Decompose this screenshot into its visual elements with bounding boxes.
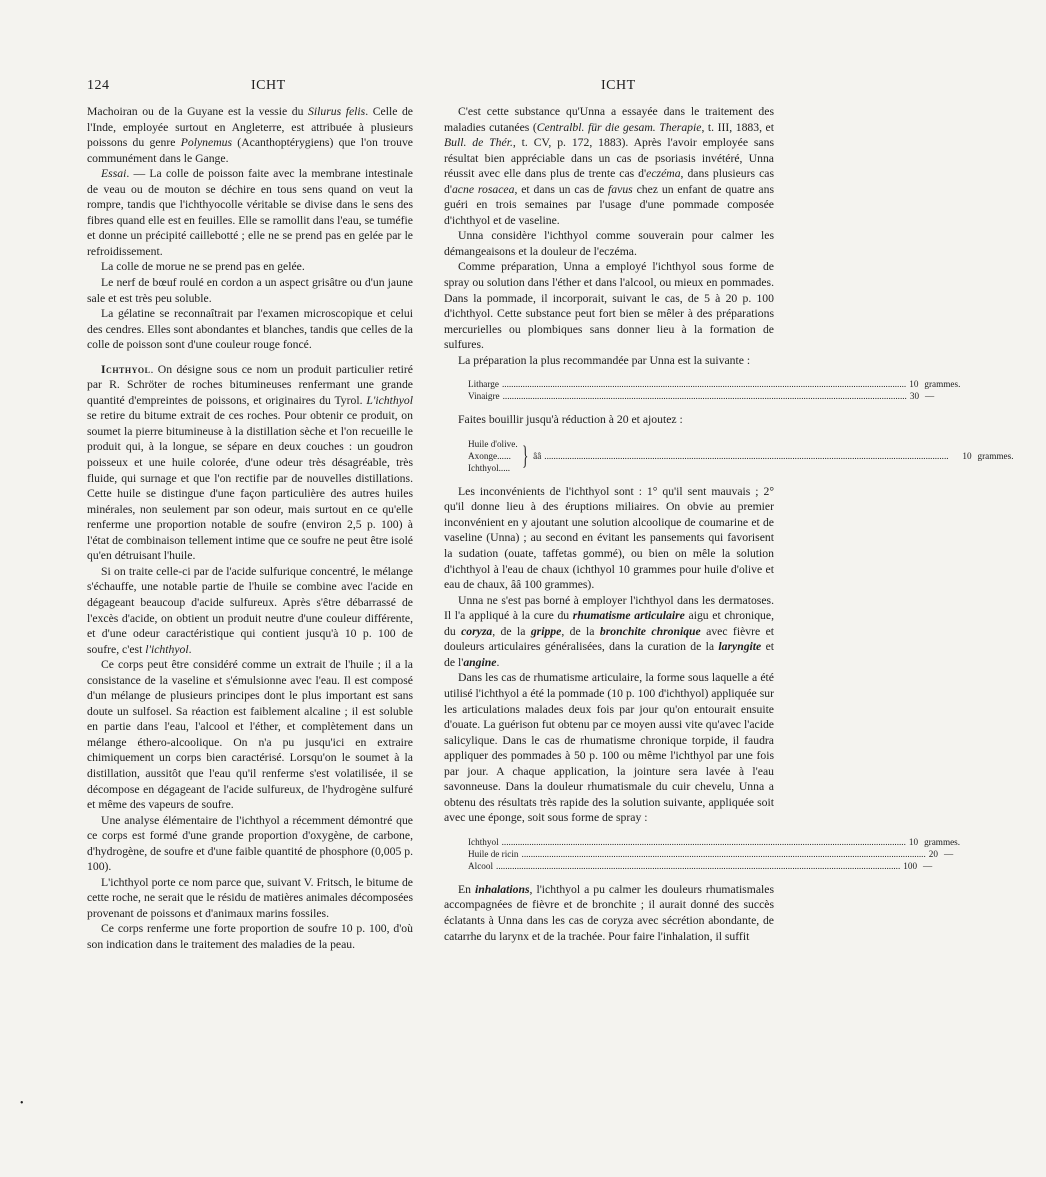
ingredient-quantity: 30 xyxy=(909,391,920,402)
entry-paragraph: Ichthyol. On désigne sous ce nom un produit particulier retiré par R. Schröter de roches bitumineuses renfermant une grande quantité d'empreintes de poissons, et originaires du Tyrol. L'ichthyol se retire du bitume extrait de ces roches. Pour obtenir ce produit, on soumet la pierre bitumineuse à la distillation sèche et l'on recueille le produit qui, à la longue, se sépare en deux couches : un goudron poisseux et une huile colorée, d'une odeur très désagréable, très fluide, qui surnage et que l'on rectifie par de nouvelles distillations. Cette huile se distingue d'une façon particulière des autres huiles minérales, non seulement par son odeur, mais surtout en ce qu'elle renferme une proportion notable de soufre (environ 2,5 p. 100) à l'état de combinaison tellement intime que ce soufre ne peut être isolé qu'en détruisant l'huile. xyxy=(87,362,413,563)
emphasis-text: bronchite chronique xyxy=(599,624,701,638)
paragraph: Une analyse élémentaire de l'ichthyol a récemment démontré que ce corps est formé d'une grande proportion d'oxygène, de carbone, d'hydrogène, de soufre et d'une faible quantité de phosphore (0,005 p. 100). xyxy=(87,813,413,874)
paragraph: Ce corps peut être considéré comme un extrait de l'huile ; il a la consistance de la vaseline et s'émulsionne avec l'eau. Il est composé d'un mélange de plusieurs principes dont le plus important est sans doute un sulfosel. Sa réaction est faiblement alcaline ; il est soluble en partie dans l'eau, l'alcool et l'éther, et complètement dans un mélange éthero-alcoolique. On n'a pu jusqu'ici en extraire chimiquement un corps bien caractérisé. Lorsqu'on le soumet à la distillation, aussitôt que l'eau qu'il renferme s'est volatilisée, il se décompose en dégageant de l'acide sulfureux, de l'hydrogène sulfuré et même des vapeurs de soufre. xyxy=(87,658,413,812)
running-head-right: ICHT xyxy=(601,78,636,93)
ingredient-unit: — xyxy=(943,848,954,859)
emphasis-text: laryngite xyxy=(718,640,762,654)
paragraph: Ce corps renferme une forte proportion de soufre 10 p. 100, d'où son indication dans le traitement des maladies de la peau. xyxy=(87,922,413,951)
recipe-row xyxy=(468,390,935,402)
ingredient-name: Axonge...... xyxy=(468,450,511,461)
brace-symbol: } xyxy=(521,440,529,470)
emphasis-text: rhumatisme articulaire xyxy=(572,609,685,623)
right-column xyxy=(444,104,1014,944)
ingredient-quantity: 100 xyxy=(903,860,918,871)
italic-text: Centralbl. für die gesam. Therapie xyxy=(536,120,702,134)
italic-text: favus xyxy=(608,182,633,196)
ingredient-unit: grammes. xyxy=(977,450,1014,461)
paragraph: En inhalations, l'ichthyol a pu calmer les douleurs rhumatismales accompagnées de fièvre et de bronchite ; il aurait donné des succès éclatants à Unna dans les cas de coryza avec sécrétion abondante, de catarrhe du larynx et de la trachée. Pour faire l'inhalation, il suffit xyxy=(444,882,774,943)
italic-text: eczéma xyxy=(646,167,681,181)
page-number: 124 xyxy=(87,78,110,93)
ingredient-quantity: 10 xyxy=(962,450,972,461)
ingredient-name: Litharge xyxy=(468,379,499,390)
equal-parts-label: ââ xyxy=(533,450,542,461)
emphasis-text: grippe xyxy=(530,624,562,638)
italic-text: Bull. de Thér. xyxy=(444,136,513,150)
paragraph: La colle de morue ne se prend pas en gelée. xyxy=(101,260,305,274)
italic-text: Essai xyxy=(101,167,127,181)
leader-dots xyxy=(496,860,900,872)
recipe-row xyxy=(468,836,961,848)
italic-text: l'ichthyol xyxy=(145,642,189,656)
recipe-row xyxy=(468,378,961,390)
paragraph: Faites bouillir jusqu'à réduction à 20 et ajoutez : xyxy=(458,413,683,427)
italic-text: L'ichthyol xyxy=(366,393,413,407)
recipe-row xyxy=(468,848,954,860)
paragraph: La préparation la plus recommandée par Unna est la suivante : xyxy=(458,353,751,367)
emphasis-text: inhalations xyxy=(474,882,530,896)
paragraph: Essai. — La colle de poisson faite avec la membrane intestinale de veau ou de mouton se déchire en tous sens quand on veut la rompre, tandis que l'ichthyocolle véritable se divise dans le sens des fibres quand elle est en feuilles. Elle se ramollit dans l'eau, se tuméfie et donne un précipité caillebotté ; elle ne se prend pas en gelée par le refroidissement. xyxy=(87,167,413,258)
recipe-ichthyol-solution xyxy=(468,836,961,872)
paragraph: Comme préparation, Unna a employé l'ichthyol sous forme de spray ou solution dans l'éther et dans l'alcool, ou mieux en pommades. Dans la pommade, il incorporait, suivant le cas, de 5 à 20 p. 100 d'ichthyol. Cette substance peut fort bien se mêler à des préparations mercurielles ou plombiques sans donner lieu à la formation de sulfures. xyxy=(444,260,774,352)
ingredient-unit: grammes. xyxy=(924,836,961,847)
ingredient-unit: — xyxy=(923,860,933,871)
margin-mark: • xyxy=(20,1098,24,1109)
recipe-row xyxy=(533,450,1045,462)
paragraph: C'est cette substance qu'Unna a essayée dans le traitement des maladies cutanées (Centralbl. für die gesam. Therapie, t. III, 1883, et Bull. de Thér., t. CV, p. 172, 1883). Après l'avoir employée sans résultat bien appréciable dans un cas de psoriasis invétéré, Unna réussit avec elle dans plus de trente cas d'eczéma, dans plusieurs cas d'acne rosacea, et dans un cas de favus chez un enfant de quatre ans guéri en trois semaines par l'usage d'une pommade composée d'ichthyol et de vaseline. xyxy=(444,105,775,227)
ingredient-name: Huile de ricin xyxy=(468,848,519,859)
leader-dots xyxy=(522,848,926,860)
emphasis-text: angine xyxy=(463,655,497,669)
paragraph: Les inconvénients de l'ichthyol sont : 1° qu'il sent mauvais ; 2° qu'il donne lieu à des éruptions miliaires. On obvie au premier inconvénient en y ajoutant une solution alcoolique de coumarine et de vaseline (Unna) ; au second en évitant les pansements qui favorisent la sudation (ouate, taffetas gommé), ou bien on mêle la solution d'ichthyol à l'eau de chaux (ichthyol 10 grammes pour huile d'olive et eau de chaux, ââ 100 grammes). xyxy=(444,484,774,592)
paragraph: Dans les cas de rhumatisme articulaire, la forme sous laquelle a été utilisé l'ichthyol a été la pommade (10 p. 100 d'ichthyol) appliquée sur les articulations malades deux fois par jour qu'on entourait ensuite d'ouate. La guérison fut obtenu par ce moyen aussi vite qu'avec l'acide salicylique. Dans le cas de rhumatisme chronique torpide, il faudra appliquer des pommades à 50 p. 100 ou même l'ichthyol par une fois par jour. A chaque application, la jointure sera lavée à l'eau savonneuse. Dans la douleur rhumatismale du cuir chevelu, Unna a obtenu des résultats très rapide des la solution suivante, appliquée soit avec une éponge, soit sous forme de spray : xyxy=(444,671,774,825)
ingredient-names xyxy=(468,438,518,474)
left-column xyxy=(87,104,413,953)
entry-headword: Ichthyol xyxy=(101,362,151,376)
paragraph: L'ichthyol porte ce nom parce que, suivant V. Fritsch, le bitume de cette roche, ne serait que le résidu de matières animales décomposées provenant de poissons et d'animaux marins fossiles. xyxy=(87,875,413,920)
leader-dots xyxy=(544,450,948,462)
ingredient-quantity: 10 xyxy=(909,379,919,390)
ingredient-unit: — xyxy=(925,391,935,402)
leader-dots xyxy=(502,836,906,848)
running-head-left: ICHT xyxy=(251,78,286,93)
paragraph: Si on traite celle-ci par de l'acide sulfurique concentré, le mélange s'échauffe, une notable partie de l'huile se combine avec l'acide en dégageant beaucoup d'acide sulfureux. Après s'être débarrassé de l'excès d'acide, on obtient un produit neutre d'une couleur différente, et d'une odeur caractéristique qui contient jusqu'à 10 p. 100 de soufre, c'est l'ichthyol. xyxy=(87,564,413,656)
ingredient-name: Ichthyol..... xyxy=(468,462,511,473)
ingredient-name: Ichthyol xyxy=(468,836,499,847)
italic-text: acne rosacea xyxy=(451,182,515,196)
ingredient-quantity: 10 xyxy=(908,836,919,847)
paragraph: Unna considère l'ichthyol comme souverain pour calmer les démangeaisons et la douleur de l'eczéma. xyxy=(444,229,774,258)
ingredient-name: Huile d'olive. xyxy=(468,438,518,449)
leader-dots xyxy=(502,378,906,390)
italic-text: Polynemus xyxy=(180,136,233,150)
ingredient-unit: grammes. xyxy=(924,379,961,390)
ingredient-quantity: 20 xyxy=(928,848,938,859)
emphasis-text: coryza xyxy=(461,624,493,638)
paragraph: La gélatine se reconnaîtrait par l'examen microscopique et celui des cendres. Elles sont abondantes et blanches, tandis que celles de la colle de poisson sont d'une couleur rouge foncé. xyxy=(87,307,413,352)
ingredient-name: Alcool xyxy=(468,860,494,871)
page-header xyxy=(0,78,800,98)
italic-text: Silurus felis xyxy=(308,105,366,118)
paragraph: Le nerf de bœuf roulé en cordon a un aspect grisâtre ou d'un jaune sale et est très peu soluble. xyxy=(87,276,413,305)
ingredient-name: Vinaigre xyxy=(468,391,500,402)
leader-dots xyxy=(503,390,907,402)
paragraph: Unna ne s'est pas borné à employer l'ichthyol dans les dermatoses. Il l'a appliqué à la cure du rhumatisme articulaire aigu et chronique, du coryza, de la grippe, de la bronchite chronique avec fièvre et douleurs articulaires généralisées, dans la curation de la laryngite et de l'angine. xyxy=(444,593,775,669)
recipe-row xyxy=(468,860,933,872)
recipe-ichthyol-mix xyxy=(468,438,1014,474)
recipe-litharge xyxy=(468,378,961,402)
paragraph: Machoiran ou de la Guyane est la vessie du Silurus felis. Celle de l'Inde, employée surtout en Angleterre, est attribuée à plusieurs poissons du genre Polynemus (Acanthoptérygiens) que l'on trouve communément dans le Gange. xyxy=(87,105,413,165)
